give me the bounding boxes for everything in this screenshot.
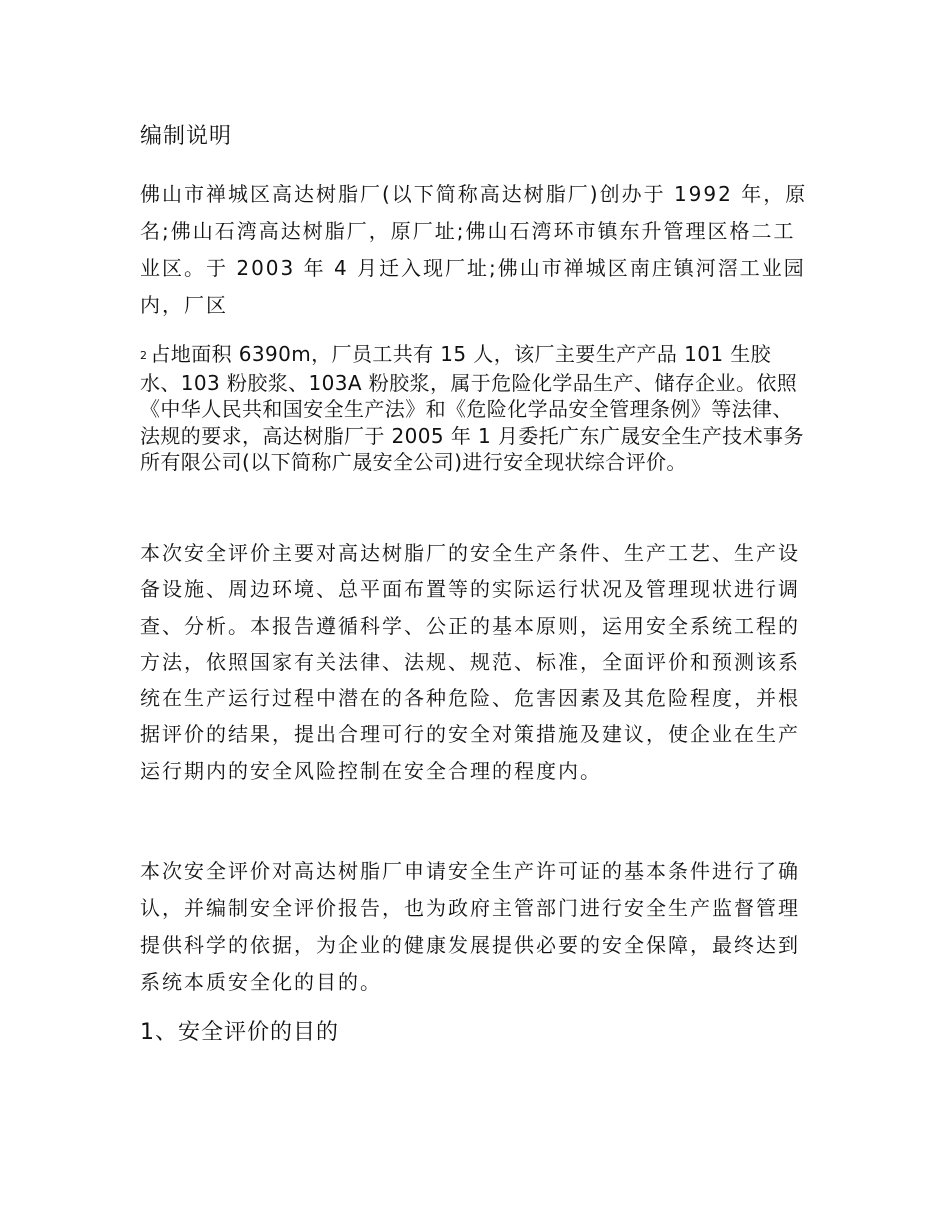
document-title: 编制说明 xyxy=(140,124,233,149)
footnote-marker: 2 xyxy=(140,349,148,362)
paragraph-evaluation-purpose: 本次安全评价对高达树脂厂申请安全生产许可证的基本条件进行了确认，并编制安全评价报告，也为政府主管部门进行安全生产监督管理提供科学的依据，为企业的健康发展提供必要的安全保障，最终达到系统本质安全化的目的。 xyxy=(140,859,800,994)
section-heading: 1、安全评价的目的 xyxy=(140,1020,339,1045)
paragraph-evaluation-scope: 本次安全评价主要对高达树脂厂的安全生产条件、生产工艺、生产设备设施、周边环境、总平面布置等的实际运行状况及管理现状进行调查、分析。本报告遵循科学、公正的基本原则，运用安全系统工程的方法，依照国家有关法律、法规、规范、标准，全面评价和预测该系统在生产运行过程中潜在的各种危险、危害因素及其危险程度，并根据评价的结果，提出合理可行的安全对策措施及建议，使企业在生产运行期内的安全风险控制在安全合理的程度内。 xyxy=(140,541,800,783)
paragraph-company-scope xyxy=(140,341,808,476)
paragraph-company-history: 佛山市禅城区高达树脂厂(以下简称高达树脂厂)创办于 1992 年，原名;佛山石湾高达树脂厂，原厂址;佛山石湾环市镇东升管理区格二工业区。于 2003 年 4 月迁入现厂址;佛山市禅城区南庄镇河滘工业园内，厂区 xyxy=(140,182,808,317)
paragraph-company-scope-text: 占地面积 6390m，厂员工共有 15 人，该厂主要生产产品 101 生胶水、103 粉胶浆、103A 粉胶浆，属于危险化学品生产、储存企业。依照《中华人民共和国安全生产法》和《危险化学品安全管理条例》等法律、法规的要求，高达树脂厂于 2005 年 1 月委托广东广晟安全生产技术事务所有限公司(以下简称广晟安全公司)进行安全现状综合评价。 xyxy=(140,342,804,474)
